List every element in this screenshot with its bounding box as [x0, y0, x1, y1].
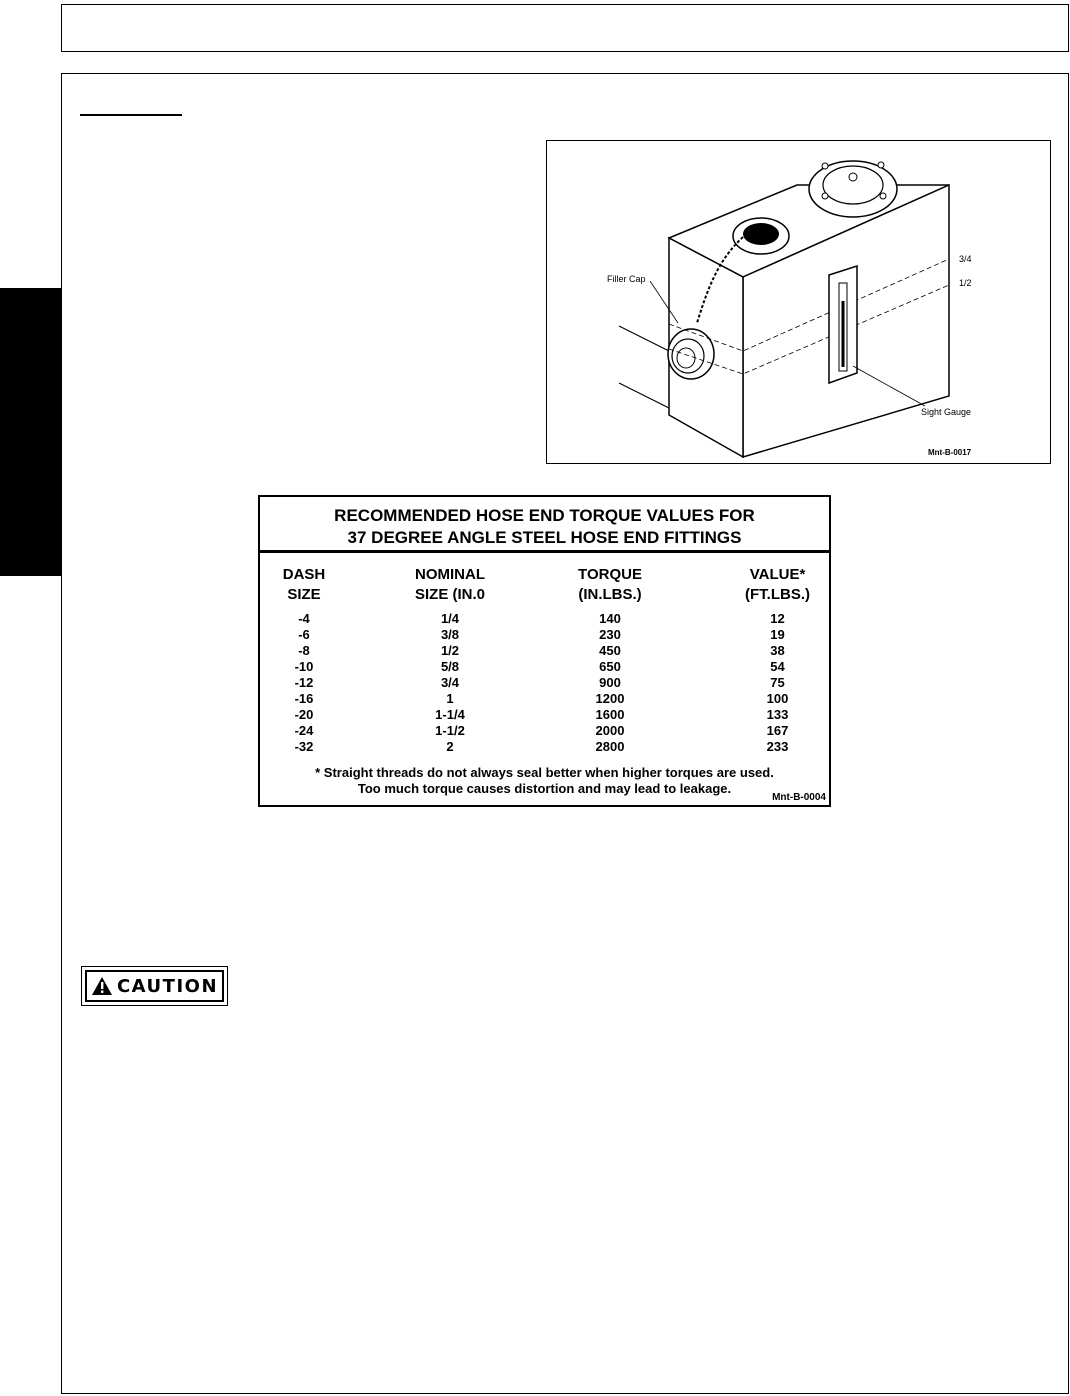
- table-cell: 38: [770, 643, 785, 658]
- table-cell: -8: [298, 643, 310, 658]
- sight-gauge-label: Sight Gauge: [921, 407, 972, 417]
- table-cell: 1-1/2: [435, 723, 465, 738]
- torque-values-table: [258, 495, 831, 807]
- table-cell: 54: [770, 659, 785, 674]
- table-cell: -4: [298, 611, 310, 626]
- table-cell: 1: [446, 691, 454, 706]
- warning-triangle-icon: [91, 976, 113, 996]
- level-half-label: 1/2: [959, 278, 972, 288]
- table-title-line-1: RECOMMENDED HOSE END TORQUE VALUES FOR: [334, 506, 755, 525]
- table-cell: -20: [294, 707, 314, 722]
- table-cell: 167: [766, 723, 789, 738]
- column-dash-size: [260, 565, 348, 755]
- level-three-quarter-label: 3/4: [959, 254, 972, 264]
- table-title-line-2: 37 DEGREE ANGLE STEEL HOSE END FITTINGS: [347, 528, 742, 547]
- table-cell: -6: [298, 627, 310, 642]
- page-header-box: [61, 4, 1069, 52]
- table-cell: 1/4: [440, 611, 460, 626]
- table-cell: 450: [599, 643, 621, 658]
- table-cell: 19: [770, 627, 785, 642]
- table-cell: 233: [766, 739, 789, 754]
- table-cell: -16: [294, 691, 314, 706]
- table-footnote-line-1: * Straight threads do not always seal better when higher torques are used.: [315, 765, 774, 780]
- table-cell: 100: [766, 691, 789, 706]
- filler-cap-label: Filler Cap: [607, 274, 646, 284]
- table-cell: 650: [599, 659, 621, 674]
- caution-badge: [81, 966, 228, 1006]
- table-cell: -12: [294, 675, 314, 690]
- table-cell: 2800: [595, 739, 625, 754]
- reservoir-figure: [546, 140, 1051, 464]
- table-id: Mnt-B-0004: [772, 792, 826, 803]
- table-cell: 1-1/4: [435, 707, 465, 722]
- column-torque-in-lbs: [540, 565, 680, 755]
- table-divider: [260, 550, 829, 553]
- table-cell: 5/8: [440, 659, 460, 674]
- table-cell: 900: [599, 675, 621, 690]
- column-header: SIZE (IN.0: [414, 586, 485, 603]
- table-cell: 2: [446, 739, 454, 754]
- column-header: SIZE: [287, 586, 321, 603]
- table-cell: -32: [294, 739, 314, 754]
- table-cell: 75: [770, 675, 785, 690]
- table-cell: 1200: [595, 691, 625, 706]
- table-cell: -10: [294, 659, 314, 674]
- section-heading-rule: [80, 114, 182, 116]
- table-cell: 2000: [595, 723, 625, 738]
- table-cell: 3/4: [440, 675, 460, 690]
- column-nominal-size: [380, 565, 520, 755]
- table-cell: 140: [599, 611, 621, 626]
- column-header: VALUE*: [749, 566, 806, 583]
- column-header: (IN.LBS.): [578, 586, 642, 603]
- column-header: DASH: [282, 566, 326, 583]
- table-cell: 3/8: [440, 627, 460, 642]
- column-header: NOMINAL: [415, 566, 485, 583]
- table-footnote-line-2: Too much torque causes distortion and may lead to leakage.: [357, 781, 732, 796]
- table-cell: 1600: [595, 707, 625, 722]
- column-header: (FT.LBS.): [745, 586, 810, 603]
- table-cell: 12: [770, 611, 785, 626]
- column-header: TORQUE: [578, 566, 642, 583]
- section-side-tab: [0, 288, 62, 576]
- table-cell: 1/2: [440, 643, 460, 658]
- table-cell: -24: [294, 723, 314, 738]
- figure-id: Mnt-B-0017: [928, 448, 972, 457]
- table-cell: 230: [599, 627, 621, 642]
- table-title: [260, 505, 829, 549]
- column-value-ft-lbs: [715, 565, 840, 755]
- caution-label: CAUTION: [116, 975, 219, 997]
- reservoir-illustration: [547, 141, 1052, 465]
- table-footnote: [260, 765, 829, 797]
- table-cell: 133: [766, 707, 789, 722]
